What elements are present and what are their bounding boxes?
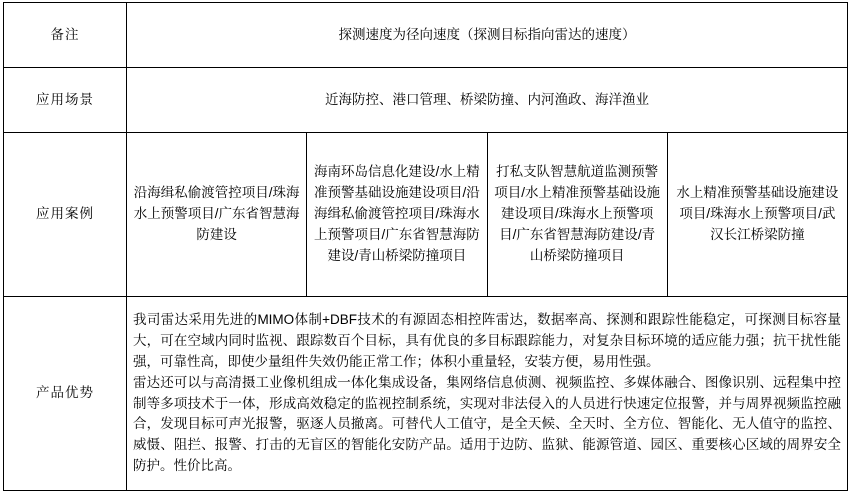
- table-row: [4, 68, 848, 133]
- specification-table: [3, 2, 848, 491]
- advantage-paragraph-2: 雷达还可以与高清摄工业像机组成一体化集成设备，集网络信息侦测、视频监控、多媒体融合、图像识别、远程集中控制等多项技术于一体，形成高效稳定的监视控制系统，实现对非法侵入的人员进行快速定位报警，并与周界视频监控融合，发现目标可声光报警，驱逐人员撤离。可替代人工值守，是全天候、全天时、全方位、智能化、无人值守的监控、威慑、阻拦、报警、打击的无盲区的智能化安防产品。适用于边防、监狱、能源管道、园区、重要核心区域的周界安全防护。性价比高。: [133, 374, 841, 474]
- case-cell-3: 打私支队智慧航道监测预警项目/水上精准预警基础设施建设项目/珠海水上预警项目/广东省智慧海防建设/青山桥梁防撞项目: [487, 133, 667, 297]
- table-row: [4, 297, 848, 491]
- row-value-note: 探测速度为径向速度（探测目标指向雷达的速度）: [127, 3, 848, 68]
- row-label-note: 备注: [4, 3, 127, 68]
- document-page: [0, 2, 849, 483]
- row-label-advantages: 产品优势: [4, 297, 127, 491]
- row-label-cases: 应用案例: [4, 133, 127, 297]
- row-value-advantages: [127, 297, 848, 491]
- case-cell-4: 水上精准预警基础设施建设项目/珠海水上预警项目/武汉长江桥梁防撞: [667, 133, 847, 297]
- table-row: [4, 3, 848, 68]
- table-row: [4, 133, 848, 297]
- row-value-scene: 近海防控、港口管理、桥梁防撞、内河渔政、海洋渔业: [127, 68, 848, 133]
- case-cell-2: 海南环岛信息化建设/水上精准预警基础设施建设项目/沿海缉私偷渡管控项目/珠海水上预警项目/广东省智慧海防建设/青山桥梁防撞项目: [307, 133, 487, 297]
- advantage-paragraph-1: 我司雷达采用先进的MIMO体制+DBF技术的有源固态相控阵雷达，数据率高、探测和跟踪性能稳定，可探测目标容量大，可在空域内同时监视、跟踪数百个目标，具有优良的多目标跟踪能力，对复杂目标环境的适应能力强；抗干扰性能强，可靠性高，即使少量组件失效仍能正常工作；体积小重量轻，安装方便，易用性强。: [133, 311, 841, 369]
- row-label-scene: 应用场景: [4, 68, 127, 133]
- case-cell-1: 沿海缉私偷渡管控项目/珠海水上预警项目/广东省智慧海防建设: [127, 133, 307, 297]
